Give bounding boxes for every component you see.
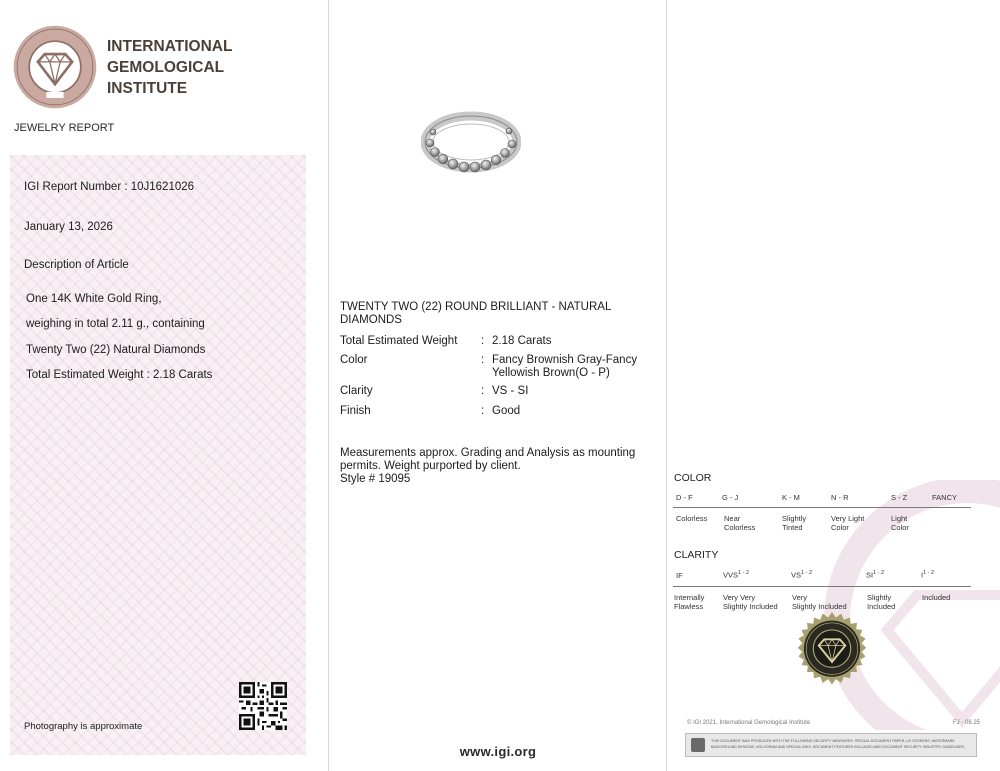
clarity-desc bbox=[674, 593, 704, 611]
clarity-grade-base: VS bbox=[791, 570, 802, 580]
color-desc-line: Color bbox=[831, 523, 849, 532]
grading-heading: TWENTY TWO (22) ROUND BRILLIANT - NATURAL DIAMONDS bbox=[340, 301, 611, 326]
color-grade: K - M bbox=[782, 493, 800, 502]
ring-photo bbox=[421, 110, 521, 175]
color-desc-line: Color bbox=[891, 523, 909, 532]
color-desc bbox=[782, 514, 806, 532]
clarity-desc bbox=[922, 593, 950, 602]
description-title: Description of Article bbox=[24, 259, 129, 271]
grading-label: Color bbox=[340, 354, 368, 366]
description-line: Twenty Two (22) Natural Diamonds bbox=[26, 344, 206, 356]
clarity-desc-line: Flawless bbox=[674, 602, 704, 611]
color-desc-line: Colorless bbox=[676, 514, 708, 523]
lock-icon bbox=[691, 738, 705, 752]
clarity-desc-line: Internally bbox=[674, 593, 705, 602]
color-grade: G - J bbox=[722, 493, 739, 502]
clarity-desc-line: Very bbox=[792, 593, 808, 602]
grading-value: Fancy Brownish Gray-Fancy Yellowish Brown(O - P) bbox=[492, 354, 638, 379]
color-desc-line: Near bbox=[724, 514, 741, 523]
color-grade: N - R bbox=[831, 493, 849, 502]
brand-name bbox=[107, 36, 232, 99]
grading-label: Clarity bbox=[340, 385, 373, 397]
clarity-grade-sup: 1 - 2 bbox=[801, 570, 813, 576]
form-code: FJ - 06.25 bbox=[953, 720, 981, 726]
grading-colon: : bbox=[481, 335, 485, 347]
grading-value: VS - SI bbox=[492, 385, 529, 397]
security-notice: THIS DOCUMENT WAS PRODUCED WITH THE FOLLOWING SECURITY MEASURES: SPECIAL DOCUMENT PAPER, UV SCREENS, WATERMARK BACKGROUND DESIGNS, HOLOGRAM AND SPECIAL INKS. DOCUMENT FEATURES INCLUDED AND DOCUMENT SECURITY INDUSTRY GUIDELINES. bbox=[711, 739, 965, 749]
clarity-grade-base: SI bbox=[866, 570, 874, 580]
website-link[interactable]: www.igi.org bbox=[459, 744, 537, 759]
grading-panel bbox=[328, 0, 666, 771]
security-notice-bar bbox=[685, 733, 977, 757]
grading-label: Finish bbox=[340, 405, 371, 417]
clarity-grade-base: VVS bbox=[723, 570, 739, 580]
copyright: © IGI 2021, International Gemological Institute bbox=[687, 720, 811, 726]
grading-colon: : bbox=[481, 354, 485, 366]
color-grade: D - F bbox=[676, 493, 693, 502]
clarity-grade bbox=[791, 569, 812, 580]
clarity-grade bbox=[676, 571, 683, 580]
clarity-desc-line: Slightly Included bbox=[792, 602, 847, 611]
color-desc-line: Colorless bbox=[724, 523, 756, 532]
igi-seal-icon bbox=[793, 612, 871, 690]
color-desc-line: Tinted bbox=[782, 523, 803, 532]
clarity-grade-sup: 1 - 2 bbox=[738, 570, 750, 576]
clarity-desc bbox=[792, 593, 847, 611]
style-number: Style # 19095 bbox=[340, 473, 411, 485]
measurements-text: Measurements approx. Grading and Analysis as mounting permits. Weight purported by client. bbox=[340, 447, 636, 472]
color-scale-title: COLOR bbox=[674, 472, 712, 484]
brand-line-1: INTERNATIONAL bbox=[107, 38, 233, 55]
clarity-desc-line: Very Very bbox=[723, 593, 756, 602]
color-desc-line: Slightly bbox=[782, 514, 807, 523]
report-date: January 13, 2026 bbox=[24, 221, 113, 233]
color-desc-line: Light bbox=[891, 514, 908, 523]
grading-label: Total Estimated Weight bbox=[340, 335, 458, 347]
color-desc bbox=[891, 514, 909, 532]
grading-scales-panel bbox=[666, 0, 1000, 771]
clarity-desc bbox=[867, 593, 895, 611]
clarity-grade bbox=[723, 569, 749, 580]
clarity-grade-sup: 1 - 2 bbox=[923, 570, 935, 576]
report-number: IGI Report Number : 10J1621026 bbox=[24, 181, 195, 193]
grading-colon: : bbox=[481, 405, 485, 417]
color-grade: S - Z bbox=[891, 493, 908, 502]
clarity-desc bbox=[723, 593, 778, 611]
clarity-grade bbox=[921, 569, 934, 580]
description-line: Total Estimated Weight : 2.18 Carats bbox=[26, 369, 213, 381]
report-type: JEWELRY REPORT bbox=[14, 122, 115, 134]
color-desc-line: Very Light bbox=[831, 514, 865, 523]
security-pattern-background bbox=[10, 155, 306, 755]
clarity-desc-line: Slightly bbox=[867, 593, 892, 602]
igi-logo-icon bbox=[12, 24, 98, 110]
measurements-note bbox=[340, 447, 650, 486]
color-desc bbox=[831, 514, 864, 532]
color-scale-divider bbox=[673, 507, 971, 508]
clarity-desc-line: Slightly Included bbox=[723, 602, 778, 611]
clarity-scale-divider bbox=[673, 586, 971, 587]
grading-value: Good bbox=[492, 405, 521, 417]
clarity-desc-line: Included bbox=[867, 602, 896, 611]
description-line: weighing in total 2.11 g., containing bbox=[26, 318, 205, 330]
brand-line-2: GEMOLOGICAL bbox=[107, 59, 225, 76]
report-summary-panel bbox=[0, 0, 328, 771]
grading-value: 2.18 Carats bbox=[492, 335, 552, 347]
clarity-scale-title: CLARITY bbox=[674, 549, 719, 561]
brand-line-3: INSTITUTE bbox=[107, 80, 188, 97]
clarity-grade bbox=[866, 569, 884, 580]
photo-note: Photography is approximate bbox=[24, 721, 143, 732]
clarity-grade-base: I bbox=[921, 570, 924, 580]
color-desc bbox=[724, 514, 755, 532]
clarity-desc-line: Included bbox=[922, 593, 951, 602]
clarity-grade-base: IF bbox=[676, 571, 683, 580]
qr-code-icon bbox=[239, 682, 287, 730]
clarity-grade-sup: 1 - 2 bbox=[873, 570, 885, 576]
grading-colon: : bbox=[481, 385, 485, 397]
color-desc bbox=[676, 514, 707, 523]
description-line: One 14K White Gold Ring, bbox=[26, 293, 162, 305]
color-grade: FANCY bbox=[932, 493, 958, 502]
